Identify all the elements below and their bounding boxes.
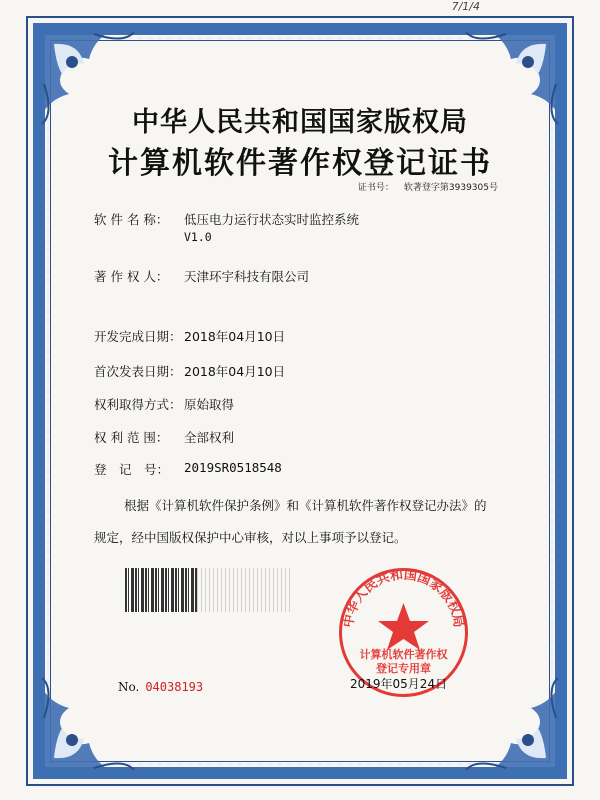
issue-date: 2019年05月24日	[350, 677, 448, 691]
certificate-number-label: 证书号：	[357, 183, 394, 193]
field-value: 天津环宇科技有限公司	[184, 269, 310, 284]
field-development-date	[94, 327, 285, 345]
software-version: V1.0	[184, 230, 212, 244]
field-copyright-owner	[94, 267, 309, 285]
field-value: 全部权利	[184, 430, 235, 445]
field-rights-scope	[94, 428, 234, 446]
corner-ornament-icon	[456, 668, 566, 778]
field-label: 登 记 号：	[94, 462, 170, 477]
field-label: 权利取得方式：	[94, 397, 182, 412]
seal-line-1: 计算机软件著作权	[359, 648, 448, 661]
seal-line-2: 登记专用章	[376, 662, 431, 675]
field-label: 软 件 名 称：	[94, 212, 169, 227]
field-label: 开发完成日期：	[94, 329, 182, 344]
issuing-authority: 中华人民共和国国家版权局	[132, 107, 468, 138]
legal-statement	[94, 490, 514, 554]
software-name: 低压电力运行状态实时监控系统	[184, 212, 360, 227]
field-value: 2018年04月10日	[184, 329, 286, 344]
barcode-icon	[197, 568, 292, 612]
field-software-name	[94, 210, 359, 244]
certificate-number-value: 软著登字第3939305号	[403, 183, 498, 193]
statement-line-1: 根据《计算机软件保护条例》和《计算机软件著作权登记办法》的	[124, 498, 487, 513]
qr-code-icon	[125, 568, 197, 612]
handwritten-note: 7/1/4	[451, 0, 480, 13]
serial-label: No.	[118, 680, 140, 694]
serial-value: 04038193	[145, 680, 204, 694]
field-registration-number	[94, 460, 282, 478]
field-acquisition-method	[94, 395, 234, 413]
certificate-number	[358, 180, 498, 193]
field-publication-date	[94, 362, 285, 380]
serial-number	[118, 680, 203, 694]
field-label: 权 利 范 围：	[94, 430, 169, 445]
field-label: 首次发表日期：	[94, 364, 182, 379]
seal-arc-text: 中华人民共和国国家版权局	[341, 567, 466, 629]
field-value: 2019SR0518548	[184, 460, 282, 475]
statement-line-2: 规定，经中国版权保护中心审核，对以上事项予以登记。	[94, 530, 407, 545]
field-value	[184, 210, 359, 244]
field-value: 2018年04月10日	[184, 364, 286, 379]
field-label: 著 作 权 人：	[94, 269, 169, 284]
certificate-title: 计算机软件著作权登记证书	[108, 146, 492, 181]
field-value: 原始取得	[184, 397, 235, 412]
